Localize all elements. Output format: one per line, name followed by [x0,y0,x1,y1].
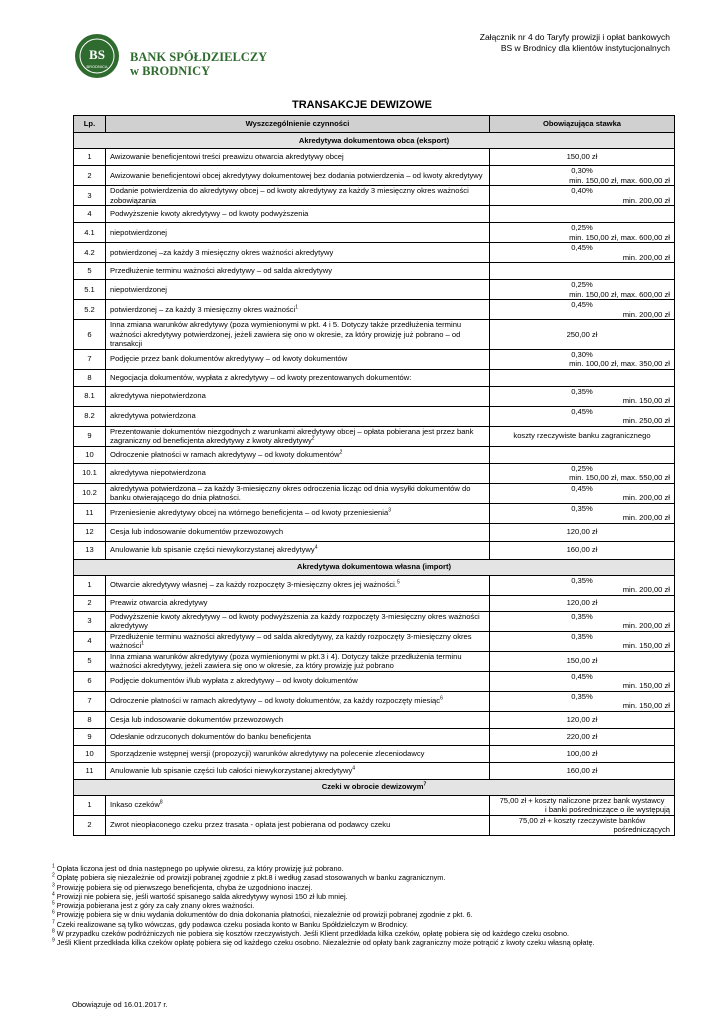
description-text: Podwyższenie kwoty akredytywy – od kwoty podwyższenia [110,209,309,219]
row-rate [490,611,675,631]
footnote-ref: 6 [440,695,443,702]
row-number: 8.1 [74,386,106,406]
row-rate [490,795,675,815]
rate-value: 150,00 zł [566,152,598,162]
description-text: Preawiz otwarcia akredytywy [110,598,208,608]
rate-value: 160,00 zł [566,765,598,775]
row-rate [490,541,675,559]
footnotes [52,864,682,948]
row-number: 11 [74,503,106,523]
bank-name-line1: BANK SPÓŁDZIELCZY [130,50,268,64]
row-description [106,795,490,815]
row-description [106,166,490,186]
table-row [74,186,675,206]
annex-line1: Załącznik nr 4 do Taryfy prowizji i opłat bankowych [479,32,670,42]
table-row [74,745,675,762]
section-title [74,779,675,795]
description-text: Inkaso czeków [110,800,160,810]
section-title-text: Akredytywa dokumentowa obca (eksport) [298,135,450,145]
row-rate [490,523,675,541]
rate-value: 120,00 zł [566,527,598,537]
table-row [74,503,675,523]
row-rate [490,386,675,406]
row-description [106,243,490,263]
row-number: 3 [74,611,106,631]
rate-limits: min. 200,00 zł [622,309,670,319]
footnote-number: 5 [52,900,55,907]
rate-limits: pośredniczących [613,825,670,834]
row-description [106,691,490,711]
row-description [106,263,490,280]
row-rate [490,483,675,503]
table-row [74,795,675,815]
table-row [74,349,675,369]
table-row [74,426,675,446]
row-rate [490,349,675,369]
row-description [106,523,490,541]
description-text: Odroczenie płatności w ramach akredytywy – od kwoty dokumentów [110,449,340,459]
rate-limits: min. 150,00 zł [622,641,670,650]
rate-limits: min. 200,00 zł [622,493,670,502]
row-description [106,426,490,446]
table-row [74,541,675,559]
table-row [74,762,675,779]
rate-limits: min. 150,00 zł [622,681,670,690]
bank-logo [72,32,122,80]
rate-value: 100,00 zł [566,748,598,758]
rate-value: 0,40% [571,186,593,195]
row-number: 4.1 [74,223,106,243]
footnote [52,938,682,947]
row-number: 13 [74,541,106,559]
row-number: 2 [74,815,106,835]
rate-limits: min. 200,00 zł [622,513,670,522]
rate-value: 220,00 zł [566,731,598,741]
row-description [106,575,490,595]
row-number: 4 [74,206,106,223]
row-description [106,503,490,523]
footnote-number: 6 [52,910,55,917]
row-description [106,206,490,223]
fees-table [73,115,675,836]
rate-limits: min. 200,00 zł [622,585,670,594]
description-text: akredytywa niepotwierdzona [110,468,206,478]
description-text: niepotwierdzonej [110,284,167,294]
table-row [74,483,675,503]
table-row [74,223,675,243]
description-text: Otwarcie akredytywy własnej – za każdy rozpoczęty 3-miesięczny okres jej ważności. [110,580,397,590]
row-description [106,815,490,835]
description-text: Anulowanie lub spisanie części lub całości niewykorzystanej akredytywy [110,765,353,775]
row-number: 2 [74,595,106,611]
table-header-row [74,116,675,133]
footnote-text: Czeki realizowane są tylko wówczas, gdy podawca czeku posiada konto w Banku Spółdzielczym w Brodnicy. [54,919,408,929]
row-number: 1 [74,149,106,166]
footnote-text: Jeśli Klient przedkłada kilka czeków opłatę pobiera się od każdego czeku osobno. Niezależnie od opłaty bank zagraniczny może potrącić z kwoty czeku własną opłatę. [54,938,595,948]
footnote-number: 4 [52,891,55,898]
section-title-text: Akredytywa dokumentowa własna (import) [296,562,451,572]
description-text: Zwrot nieopłaconego czeku przez trasata - opłata jest pobierana od podawcy czeku [110,820,391,830]
description-text: Podjęcie przez bank dokumentów akredytywy – od kwoty dokumentów [110,354,348,364]
row-number: 7 [74,691,106,711]
bank-name [130,50,267,78]
rate-limits: min. 100,00 zł, max. 350,00 zł [569,359,670,368]
row-rate [490,631,675,651]
table-row [74,728,675,745]
row-description [106,300,490,320]
row-rate [490,575,675,595]
footnote [52,920,682,929]
section-header-row [74,133,675,149]
table-row [74,631,675,651]
row-rate [490,762,675,779]
footnote [52,892,682,901]
row-rate [490,651,675,671]
table-row [74,463,675,483]
row-description [106,762,490,779]
row-number: 10.2 [74,483,106,503]
row-number: 10 [74,745,106,762]
table-row [74,166,675,186]
description-text: potwierdzonej –za każdy 3 miesięczny okres ważności akredytywy [110,247,334,257]
rate-value: 0,45% [571,243,593,252]
footnote-number: 2 [52,872,55,879]
rate-limits: min. 150,00 zł, max. 550,00 zł [569,473,670,482]
rate-limits: min. 250,00 zł [622,416,670,425]
rate-value: 0,35% [571,611,593,621]
footnote-number: 3 [52,882,55,889]
row-description [106,349,490,369]
row-rate [490,426,675,446]
description-text: Podjęcie dokumentów i/lub wypłata z akredytywy – od kwoty dokumentów [110,676,358,686]
rate-value: 0,30% [571,166,593,175]
row-rate [490,745,675,762]
row-description [106,149,490,166]
annex-line2: BS w Brodnicy dla klientów instytucjonalnych [500,43,670,53]
description-text: Przedłużenie terminu ważności akredytywy – od salda akredytywy [110,266,333,276]
rate-limits: min. 150,00 zł, max. 600,00 zł [569,232,670,242]
row-rate [490,406,675,426]
row-rate [490,463,675,483]
table-row [74,611,675,631]
row-number: 1 [74,795,106,815]
row-rate [490,186,675,206]
section-header-row [74,559,675,575]
rate-limits: min. 150,00 zł [622,396,670,405]
row-rate [490,595,675,611]
row-description [106,223,490,243]
description-text: niepotwierdzonej [110,227,167,237]
row-number: 5.2 [74,300,106,320]
rate-value: 150,00 zł [566,656,598,666]
row-description [106,595,490,611]
row-number: 5 [74,651,106,671]
table-row [74,711,675,728]
row-rate [490,166,675,186]
rate-value: 0,45% [571,406,593,416]
footnote [52,883,682,892]
description-text: akredytywa potwierdzona [110,411,196,421]
rate-value: 0,30% [571,349,593,359]
col-header-description: Wyszczególnienie czynności [106,116,490,133]
row-number: 10.1 [74,463,106,483]
row-description [106,611,490,631]
footnote-text: Prowizję pobiera się od pierwszego beneficjenta, chyba że uzgodniono inaczej. [54,882,313,892]
rate-limits: min. 200,00 zł [622,621,670,630]
rate-value: koszty rzeczywiste banku zagranicznego [513,431,651,441]
section-title-text: Czeki w obrocie dewizowym [321,782,424,792]
footnote-ref: 5 [396,579,400,586]
table-row [74,280,675,300]
row-description [106,541,490,559]
table-row [74,575,675,595]
description-text: Negocjacja dokumentów, wypłata z akredytywy – od kwoty prezentowanych dokumentów: [110,372,412,382]
rate-limits: min. 200,00 zł [622,252,670,262]
col-header-rate: Obowiązująca stawka [490,116,675,133]
row-number: 5 [74,263,106,280]
row-number: 6 [74,320,106,350]
description-text: Anulowanie lub spisanie części niewykorzystanej akredytywy [110,545,315,555]
rate-value: 0,45% [571,671,593,681]
row-rate [490,671,675,691]
validity-note: Obowiązuje od 16.01.2017 r. [72,1000,168,1009]
row-description [106,671,490,691]
table-row [74,406,675,426]
footnote-ref: 1 [295,304,299,311]
table-row [74,671,675,691]
footnote-ref: 4 [352,765,356,772]
row-number: 9 [74,426,106,446]
footnote-ref: 1 [141,640,145,647]
rate-value: 0,25% [571,223,593,232]
table-row [74,320,675,350]
rate-value: 0,35% [571,575,593,585]
description-text: Inna zmiana warunków akredytywy (poza wymienionymi w pkt. 4 i 5. Dotyczy także przedłużenia terminu ważności akredytywy potwierdzonej, jeżeli zawiera się ono w okresie, za który prowizję już pobrano – od transakcji [110,320,462,348]
footnote-ref: 2 [311,435,315,442]
table-row [74,523,675,541]
row-rate [490,243,675,263]
table-row [74,263,675,280]
description-text: akredytywa potwierdzona – za każdy 3-miesięczny okres odroczenia licząc od dnia wysyłki dokumentów do banku otwierającego do dnia płatności. [110,483,471,502]
row-description [106,369,490,386]
row-rate [490,728,675,745]
row-rate [490,711,675,728]
row-rate [490,300,675,320]
row-number: 7 [74,349,106,369]
description-text: Sporządzenie wstępnej wersji (propozycji) warunków akredytywy na polecenie zleceniodawcy [110,748,425,758]
rate-value: 0,45% [571,300,593,309]
rate-value: 120,00 zł [566,598,598,608]
row-rate [490,503,675,523]
footnote-text: Prowizja pobierana jest z góry za cały znany okres ważności. [54,901,255,911]
rate-value: 0,35% [571,631,593,641]
rate-limits: min. 150,00 zł [622,701,670,710]
row-description [106,446,490,463]
row-number: 8.2 [74,406,106,426]
rate-value: 75,00 zł + koszty rzeczywiste banków [518,815,646,825]
bank-name-line2: w BRODNICY [130,64,211,78]
table-row [74,691,675,711]
row-rate [490,223,675,243]
row-number: 4 [74,631,106,651]
description-text: potwierdzonej – za każdy 3 miesięczny okres ważności [110,304,296,314]
table-body [74,133,675,836]
row-number: 12 [74,523,106,541]
rate-value: 0,35% [571,503,593,513]
rate-value: 0,25% [571,463,593,473]
description-text: Dodanie potwierdzenia do akredytywy obcej – od kwoty akredytywy za każdy 3 miesięczny okres ważności zobowiązania [110,186,469,205]
description-text: Przedłużenie terminu ważności akredytywy – od salda akredytywy, za każdy rozpoczęty 3-miesięczny okres ważności [110,631,472,650]
row-number: 6 [74,671,106,691]
rate-value: 120,00 zł [566,714,598,724]
table-row [74,446,675,463]
table-row [74,206,675,223]
row-rate [490,320,675,350]
row-rate [490,691,675,711]
row-description [106,320,490,350]
rate-value: 0,45% [571,483,593,493]
row-number: 2 [74,166,106,186]
col-header-lp: Lp. [74,116,106,133]
row-number: 11 [74,762,106,779]
row-description [106,711,490,728]
rate-limits: i banki pośredniczące o ile występują [545,805,670,814]
description-text: Prezentowanie dokumentów niezgodnych z warunkami akredytywy obcej – opłata pobierana jest przez bank zagraniczny od beneficjenta akredytywy z kwoty akredytywy [110,426,474,445]
footnote-ref: 7 [423,781,427,788]
description-text: Odroczenie płatności w ramach akredytywy – od kwoty dokumentów, za każdy rozpoczęty miesiąc [110,696,441,706]
description-text: Awizowanie beneficjentowi obcej akredytywy dokumentowej bez dodania potwierdzenia – od kwoty akredytywy [110,170,483,180]
row-number: 3 [74,186,106,206]
table-row [74,651,675,671]
row-number: 1 [74,575,106,595]
description-text: Cesja lub indosowanie dokumentów przewozowych [110,527,284,537]
row-number: 4.2 [74,243,106,263]
rate-limits: min. 150,00 zł, max. 600,00 zł [569,289,670,299]
footnote-ref: 8 [159,799,163,806]
description-text: Cesja lub indosowanie dokumentów przewozowych [110,714,284,724]
footnote-number: 7 [52,919,55,926]
table-row [74,300,675,320]
row-description [106,406,490,426]
footnote-text: Opłata liczona jest od dnia następnego po upływie okresu, za który prowizję już pobrano. [54,864,344,873]
row-number: 5.1 [74,280,106,300]
rate-value: 250,00 zł [566,329,598,339]
footnote [52,910,682,919]
logo-city: BRODNICA [86,64,108,69]
row-description [106,280,490,300]
row-description [106,186,490,206]
rate-limits: min. 200,00 zł [622,195,670,205]
rate-limits: min. 150,00 zł, max. 600,00 zł [569,175,670,185]
section-title [74,559,675,575]
row-description [106,631,490,651]
description-text: akredytywa niepotwierdzona [110,391,206,401]
footnote [52,864,682,873]
footnote-text: Prowizji nie pobiera się, jeśli wartość spisanego salda akredytywy wynosi 150 zł lub mniej. [54,891,348,901]
description-text: Przeniesienie akredytywy obcej na wtórnego beneficjenta – od kwoty przeniesienia [110,508,389,518]
row-number: 8 [74,369,106,386]
footnote-text: Prowizję pobiera się w dniu wydania dokumentów do dnia dokonania płatności, niezależnie od prowizji pobranej zgodnie z pkt. 6. [54,910,473,920]
rate-value: 160,00 zł [566,545,598,555]
description-text: Podwyższenie kwoty akredytywy – od kwoty podwyższenia za każdy rozpoczęty 3-miesięczny okres ważności akredytywy [110,611,480,630]
row-number: 10 [74,446,106,463]
row-rate [490,149,675,166]
table-row [74,815,675,835]
row-rate [490,206,675,223]
row-description [106,728,490,745]
rate-value: 0,25% [571,280,593,289]
page-title: TRANSAKCJE DEWIZOWE [292,99,432,111]
table-row [74,386,675,406]
description-text: Inna zmiana warunków akredytywy (poza wymienionymi w pkt.3 i 4). Dotyczy także przedłużenia terminu ważności akredytywy, jeżeli zawiera się ono w okresie, za który prowizję już pobrano [110,651,462,670]
description-text: Odesłanie odrzuconych dokumentów do banku beneficjenta [110,731,311,741]
footnote-text: Opłatę pobiera się niezależnie od prowizji pobranej zgodnie z pkt.8 i według zasad stosowanych w banku zagranicznym. [54,873,446,883]
row-number: 9 [74,728,106,745]
footnote-number: 9 [52,937,55,944]
row-rate [490,369,675,386]
footnote-ref: 3 [388,507,391,514]
row-rate [490,815,675,835]
footnote-text: W przypadku czeków podróżniczych nie pobiera się kosztów rzeczywistych. Jeśli Klient przedkłada kilka czeków, opłatę pobiera się od każdego czeku osobno. [54,929,570,939]
footnote [52,873,682,882]
row-description [106,745,490,762]
rate-value: 75,00 zł + koszty naliczone przez bank wystawcy [499,795,665,805]
footnote-number: 1 [52,863,55,870]
row-number: 8 [74,711,106,728]
description-text: Awizowanie beneficjentowi treści preawizu otwarcia akredytywy obcej [110,152,344,162]
table-row [74,595,675,611]
annex-note [480,32,670,54]
row-description [106,651,490,671]
row-description [106,463,490,483]
row-rate [490,446,675,463]
row-description [106,483,490,503]
footnote [52,929,682,938]
table-row [74,149,675,166]
footnote-number: 8 [52,928,55,935]
row-rate [490,263,675,280]
section-title [74,133,675,149]
table-row [74,369,675,386]
table-row [74,243,675,263]
logo-initials: BS [89,47,105,62]
row-rate [490,280,675,300]
footnote-ref: 4 [314,544,318,551]
row-description [106,386,490,406]
rate-value: 0,35% [571,691,593,701]
rate-value: 0,35% [571,386,593,396]
footnote-ref: 2 [339,449,343,456]
section-header-row [74,779,675,795]
